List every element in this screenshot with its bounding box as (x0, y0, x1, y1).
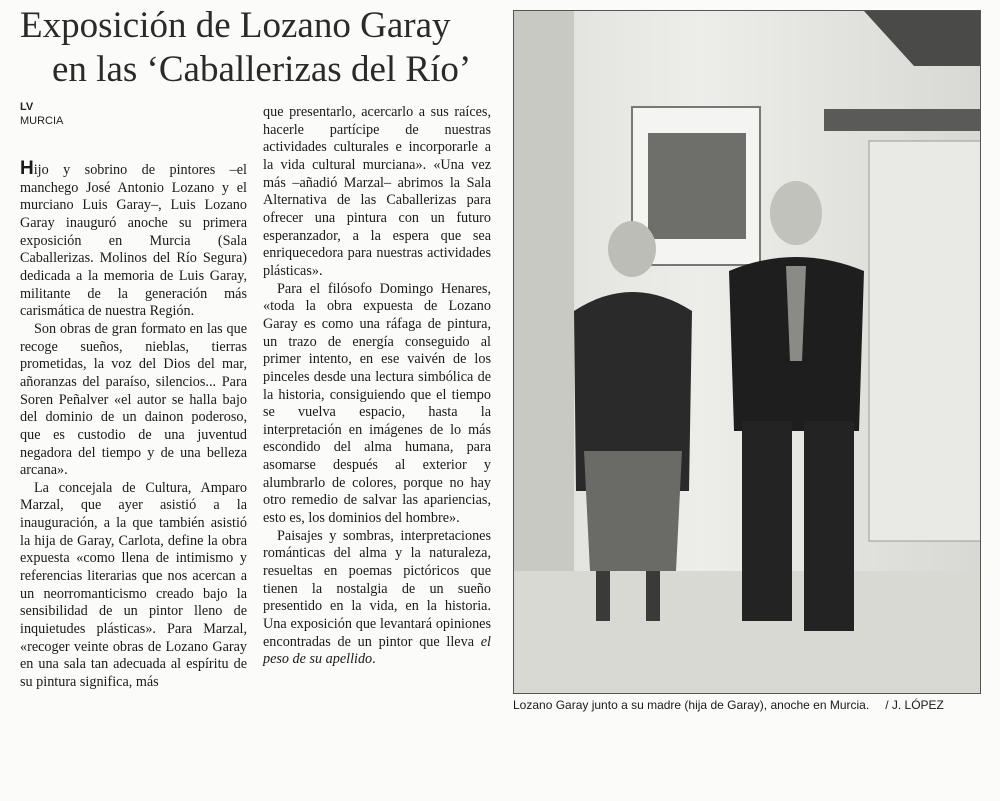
paragraph-6-end: . (372, 651, 376, 668)
headline-line-2: en las ‘Caballerizas del Río’ (52, 49, 472, 90)
byline (20, 100, 63, 128)
paragraph-3: La concejala de Cultura, Amparo Marzal, que ayer asistió a la inauguración, a la que también asistió la hija de Garay, Carlota, define la obra expuesta «como llena de intimismo y referencias literarias que nos acercan a un neorromanticismo creado bajo la sensibilidad de un pintor lleno de inquietudes plásticas». Para Marzal, «recoger veinte obras de Lozano Garay en una sala tan adecuada al espíritu de su pintura significa, más (20, 479, 247, 691)
article-column-1 (20, 160, 247, 692)
woman-leg-left (596, 571, 610, 621)
caption-text: Lozano Garay junto a su madre (hija de Garay), anoche en Murcia. (513, 698, 870, 712)
drop-cap: H (20, 158, 34, 179)
byline-city: MURCIA (20, 115, 64, 127)
man-head (770, 181, 822, 245)
paragraph-6-text: Paisajes y sombras, interpretaciones románticas del alma y la naturaleza, resueltas en poemas pictóricos que tienen la nostalgia de un sueño presentido en la vida, en la historia. Una exposición que levantará opiniones encontradas de un pintor que lleva (263, 527, 491, 650)
paragraph-4: que presentarlo, acercarlo a sus raíces, hacerle partícipe de nuestras actividades culturales e incorporarle a la vida cultural murciana». «Una vez más –añadió Marzal– abrimos la Sala Alternativa de las Caballerizas para ofrecer una pintura con un futuro esperanzador, a la espera que sea enriquecedora para nuestras actividades plásticas». (263, 104, 491, 279)
photo-caption (513, 698, 944, 712)
man-leg-left (742, 421, 792, 621)
doorway (869, 141, 981, 541)
paragraph-6 (263, 528, 491, 669)
paragraph-2: Son obras de gran formato en las que recoge sueños, nieblas, tierras prometidas, la voz del Dios del mar, añoranzas del paraíso, silencios... Para Soren Peñalver «el autor se halla bajo del dominio de un dainon poderoso, que es custodio de una juventud negadora del tiempo y de una belleza arcana». (20, 320, 247, 479)
woman-leg-right (646, 571, 660, 621)
news-photo (513, 10, 981, 694)
man-leg-right (804, 421, 854, 631)
woman-skirt (584, 451, 682, 571)
lintel (824, 109, 981, 131)
byline-source: LV (20, 101, 34, 113)
paragraph-5: Para el filósofo Domingo Henares, «toda la obra expuesta de Lozano Garay es como una ráfaga de pintura, un trazo de energía conseguido al primer intento, en ese vaivén de los pinceles desde una lectura simbólica de la historia, consiguiendo que el tiempo se vuelva espacio, hasta la interpretación en imágenes de lo más escondido del alma humana, para asomarse después al exterior y alumbrarlo de colores, porque no hay otro remedio de salvar las apariencias, esto es, los dominios del hombre». (263, 280, 491, 527)
article-column-2 (263, 104, 491, 669)
painting-canvas (648, 133, 746, 239)
paragraph-1-text: ijo y sobrino de pintores –el manchego José Antonio Lozano y el murciano Luis Garay–, Luis Lozano Garay inauguró anoche su primera exposición en Murcia (Sala Caballerizas. Molinos del Río Segura) dedicada a la memoria de Luis Garay, militante de la generación más carismática de nuestra Región. (20, 162, 247, 320)
woman-head (608, 221, 656, 277)
paragraph-1 (20, 160, 247, 321)
ceiling-beam (864, 11, 981, 66)
headline (20, 4, 500, 92)
photo-credit: / J. LÓPEZ (885, 698, 944, 712)
photo-illustration (514, 11, 981, 694)
paragraph-6-italic: el peso de su apellido (263, 633, 491, 668)
headline-line-1: Exposición de Lozano Garay (20, 5, 451, 46)
